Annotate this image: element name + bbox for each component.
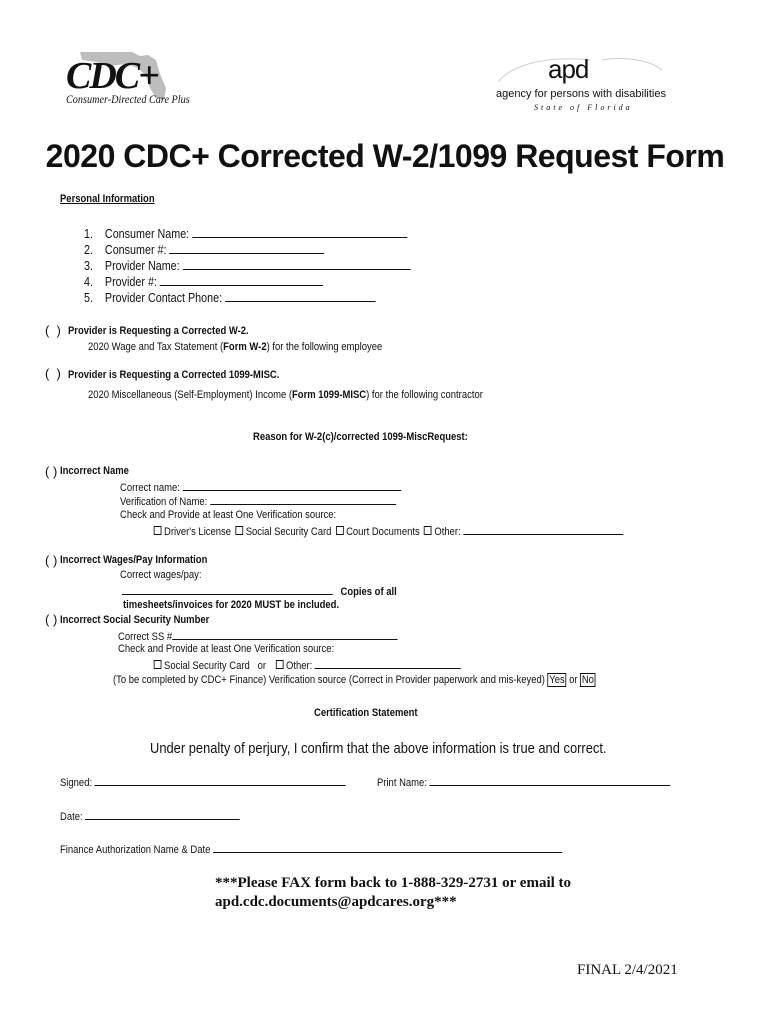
cdc-logo-text: CDC+ — [66, 55, 158, 97]
provider-name-label: Provider Name: — [104, 259, 180, 273]
finance-auth-row: Finance Authorization Name & Date — [60, 842, 562, 856]
w2-request-desc: 2020 Wage and Tax Statement (Form W-2) for the following employee — [88, 341, 383, 353]
list-item: 4. Provider #: — [84, 275, 323, 289]
consumer-number-label: Consumer #: — [104, 243, 167, 257]
incorrect-wages-checkbox[interactable]: ( ) — [45, 553, 58, 568]
list-item: 2. Consumer #: — [84, 243, 324, 257]
misc-request-title: Provider is Requesting a Corrected 1099-MISC. — [68, 369, 280, 381]
apd-state-label: State of Florida — [534, 103, 633, 112]
date-row: Date: — [60, 809, 240, 823]
correct-wages-field[interactable] — [122, 584, 333, 595]
provider-phone-field[interactable] — [225, 291, 376, 302]
correct-ss-field[interactable] — [172, 629, 397, 640]
no-option[interactable]: No — [581, 674, 594, 686]
correct-ss-row: Correct SS # — [118, 629, 397, 643]
incorrect-wages-title: Incorrect Wages/Pay Information — [60, 554, 208, 566]
w2-request-checkbox[interactable]: ( ) — [45, 323, 61, 338]
verification-name-row: Verification of Name: — [120, 494, 396, 508]
verification-source-label: Check and Provide at least One Verification source: — [120, 509, 337, 521]
date-field[interactable] — [85, 809, 240, 820]
print-name-field[interactable] — [430, 775, 671, 786]
fax-notice-line-2: apd.cdc.documents@apdcares.org*** — [215, 894, 457, 910]
list-item: 5. Provider Contact Phone: — [84, 291, 376, 305]
incorrect-name-title: Incorrect Name — [60, 465, 129, 477]
finance-auth-field[interactable] — [213, 842, 562, 853]
incorrect-ssn-checkbox[interactable]: ( ) — [45, 612, 58, 627]
verification-source-label-2: Check and Provide at least One Verification source: — [118, 643, 335, 655]
correct-wages-label: Correct wages/pay: — [120, 569, 202, 581]
finance-verification-row: (To be completed by CDC+ Finance) Verification source (Correct in Provider paperwork and mis-keyed) Yes or No — [113, 674, 594, 686]
fax-notice-line-1: ***Please FAX form back to 1-888-329-2731 or email to — [215, 875, 572, 891]
correct-name-row: Correct name: — [120, 480, 401, 494]
reason-heading: Reason for W-2(c)/corrected 1099-MiscRequest: — [253, 431, 468, 443]
certification-statement: Under penalty of perjury, I confirm that the above information is true and correct. — [150, 740, 607, 757]
consumer-name-field[interactable] — [192, 227, 407, 238]
page-title: 2020 CDC+ Corrected W-2/1099 Request Form — [45, 138, 725, 174]
misc-request-desc: 2020 Miscellaneous (Self-Employment) Income (Form 1099-MISC) for the following contractor — [88, 389, 483, 401]
verification-name-field[interactable] — [210, 494, 396, 505]
signature-field[interactable] — [95, 775, 346, 786]
verification-options-row: Driver's License Social Security Card Court Documents Other: — [152, 524, 623, 538]
footer-version: FINAL 2/4/2021 — [577, 962, 678, 978]
other-checkbox-2[interactable] — [276, 660, 284, 669]
court-docs-checkbox[interactable] — [336, 526, 344, 535]
other-checkbox[interactable] — [424, 526, 432, 535]
apd-logo-text: apd — [548, 54, 589, 84]
signed-row: Signed: — [60, 775, 346, 789]
provider-number-label: Provider #: — [104, 275, 157, 289]
certification-heading: Certification Statement — [314, 707, 418, 719]
cdc-plus-logo — [62, 48, 202, 110]
provider-name-field[interactable] — [183, 259, 411, 270]
copies-row: Copies of all — [122, 584, 397, 598]
other-source-field-2[interactable] — [315, 658, 461, 669]
apd-logo-subtitle: agency for persons with disabilities — [496, 88, 666, 100]
provider-phone-label: Provider Contact Phone: — [104, 291, 223, 305]
copies-note: timesheets/invoices for 2020 MUST be included. — [123, 599, 340, 611]
list-item: 1. Consumer Name: — [84, 227, 407, 241]
personal-info-heading: Personal Information — [60, 193, 155, 205]
misc-request-checkbox[interactable]: ( ) — [45, 366, 61, 381]
incorrect-ssn-title: Incorrect Social Security Number — [60, 614, 210, 626]
consumer-name-label: Consumer Name: — [104, 227, 190, 241]
apd-logo — [494, 52, 666, 114]
correct-name-field[interactable] — [183, 480, 401, 491]
print-name-row: Print Name: — [377, 775, 670, 789]
ss-card-checkbox-2[interactable] — [154, 660, 162, 669]
ssn-options-row: Social Security Card or Other: — [152, 658, 461, 672]
drivers-license-checkbox[interactable] — [154, 526, 162, 535]
other-source-field[interactable] — [463, 524, 623, 535]
consumer-number-field[interactable] — [169, 243, 324, 254]
list-item: 3. Provider Name: — [84, 259, 411, 273]
yes-option[interactable]: Yes — [549, 674, 565, 686]
incorrect-name-checkbox[interactable]: ( ) — [45, 464, 58, 479]
w2-request-title: Provider is Requesting a Corrected W-2. — [68, 325, 249, 337]
ss-card-checkbox[interactable] — [235, 526, 243, 535]
cdc-logo-subtitle: Consumer-Directed Care Plus — [66, 92, 190, 106]
provider-number-field[interactable] — [160, 275, 323, 286]
